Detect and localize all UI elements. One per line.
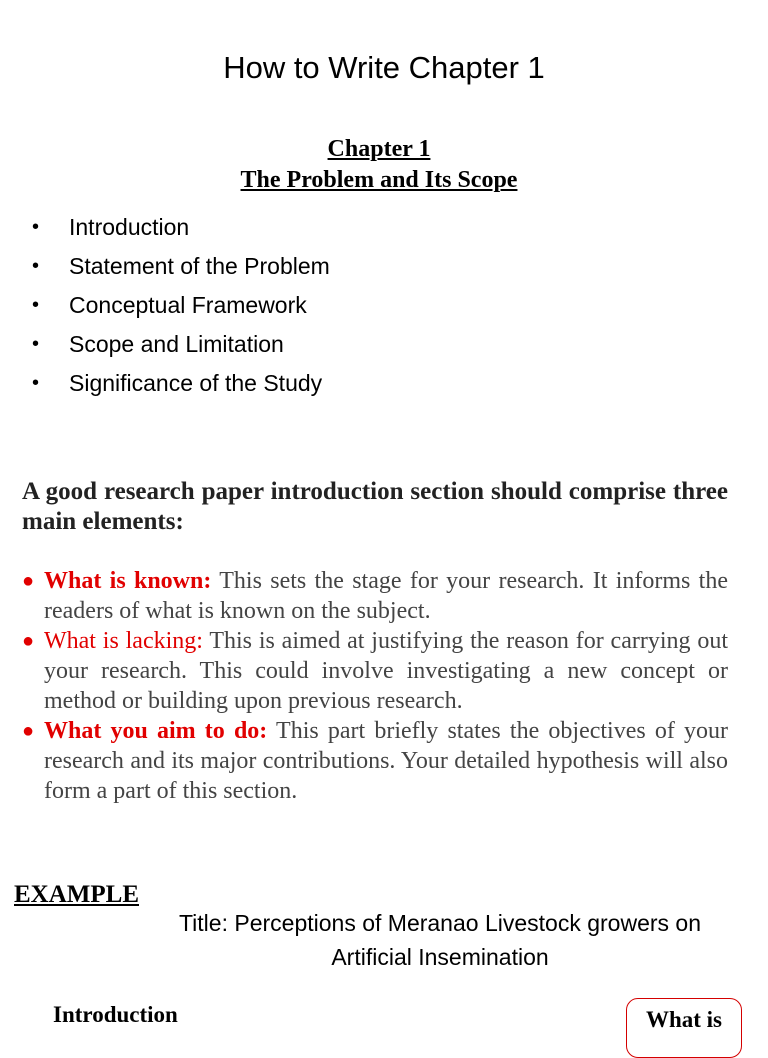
example-introduction-label: Introduction <box>53 1002 178 1027</box>
element-term: What is lacking: <box>44 628 203 654</box>
bullet-icon: • <box>32 372 40 394</box>
chapter-subtitle: The Problem and Its Scope <box>240 167 518 193</box>
what-is-callout: What is <box>626 998 742 1058</box>
intro-element-item <box>22 626 728 716</box>
bullet-icon: • <box>32 216 40 238</box>
outline-item <box>30 286 330 325</box>
outline-item-label: Scope and Limitation <box>69 331 284 357</box>
element-term: What you aim to do: <box>44 718 268 744</box>
bullet-icon: • <box>32 255 40 277</box>
outline-item-label: Statement of the Problem <box>69 253 330 279</box>
page-title: How to Write Chapter 1 <box>223 50 545 85</box>
element-term: What is known: <box>44 568 212 594</box>
example-label: EXAMPLE <box>14 881 139 908</box>
bullet-icon: • <box>32 294 40 316</box>
outline-item <box>30 247 330 286</box>
red-bullet-icon: ● <box>22 630 35 652</box>
chapter-heading <box>0 134 758 196</box>
element-text: This is aimed at justifying the reason for carrying out your research. This could involve investigating a new concept or method or building upon previous research. <box>44 628 728 714</box>
outline-item-label: Conceptual Framework <box>69 292 307 318</box>
element-text: This part briefly states the objectives of your research and its major contributions. Your detailed hypothesis will also form a part of this section. <box>44 718 728 804</box>
example-title: Title: Perceptions of Meranao Livestock growers on Artificial Insemination <box>178 910 701 970</box>
bullet-icon: • <box>32 333 40 355</box>
intro-elements-list <box>22 566 728 806</box>
outline-item-label: Significance of the Study <box>69 370 323 396</box>
outline-item <box>30 208 330 247</box>
element-text: This sets the stage for your research. It informs the readers of what is known on the subject. <box>44 568 728 624</box>
chapter-number: Chapter 1 <box>327 136 431 162</box>
red-bullet-icon: ● <box>22 570 35 592</box>
intro-lead-paragraph: A good research paper introduction section should comprise three main elements: <box>22 478 728 535</box>
intro-element-item <box>22 566 728 626</box>
red-bullet-icon: ● <box>22 720 35 742</box>
outline-item <box>30 364 330 403</box>
outline-item <box>30 325 330 364</box>
outline-item-label: Introduction <box>69 214 190 240</box>
intro-element-item <box>22 716 728 806</box>
chapter-outline-list <box>30 208 330 403</box>
